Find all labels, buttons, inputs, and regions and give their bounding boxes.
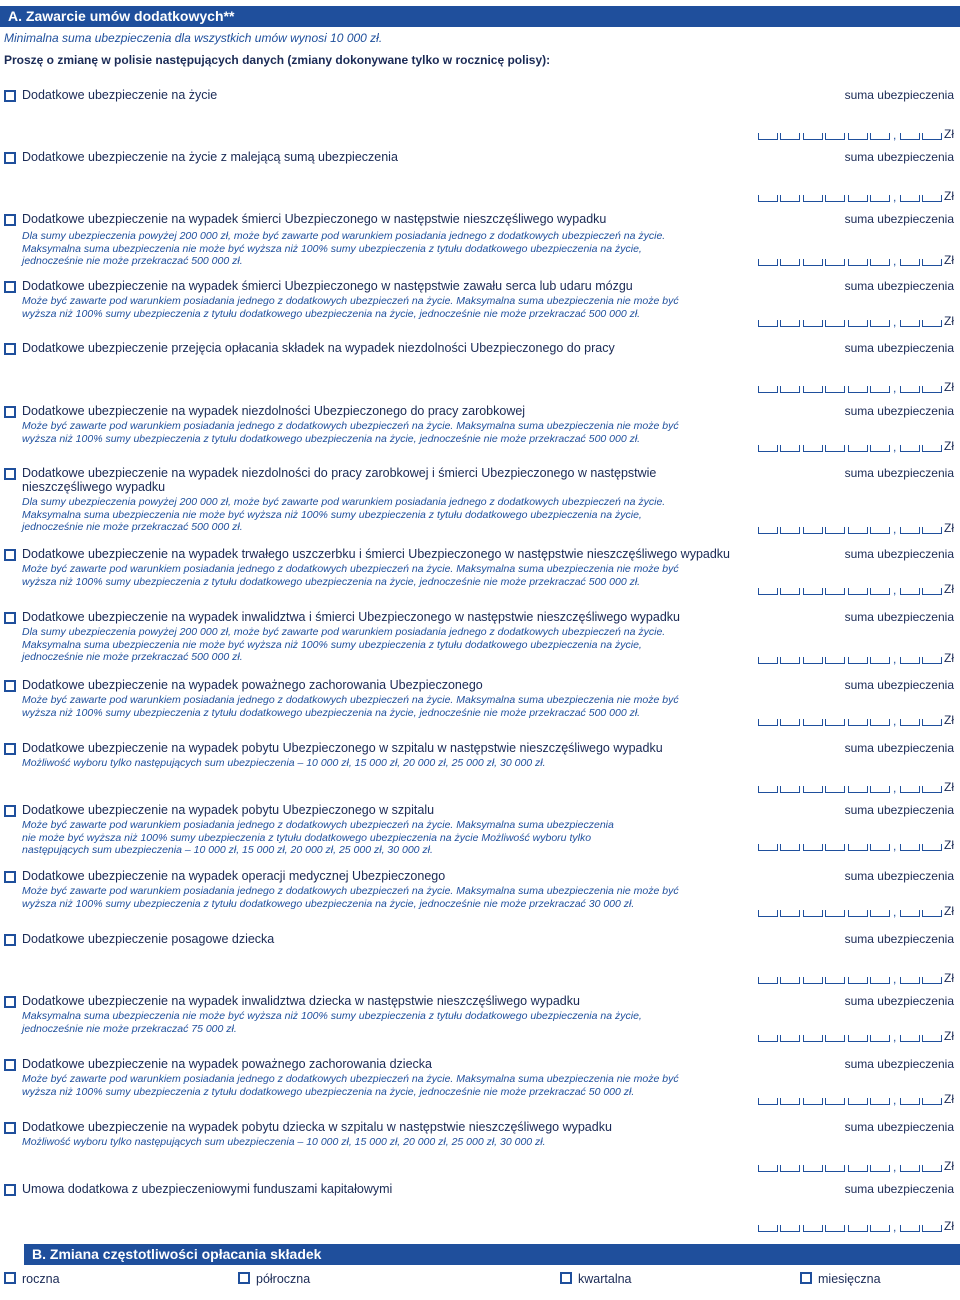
digit-box[interactable] (803, 786, 823, 793)
digit-box[interactable] (758, 133, 778, 140)
digit-box[interactable] (900, 259, 920, 266)
digit-box[interactable] (825, 1098, 845, 1105)
contract-checkbox[interactable] (4, 281, 16, 293)
digit-box[interactable] (900, 133, 920, 140)
sum-amount-field[interactable] (758, 252, 958, 266)
digit-box[interactable] (780, 1225, 800, 1232)
contract-title: Dodatkowe ubezpieczenie na wypadek niezdolności do pracy zarobkowej i śmierci Ubezpieczonego w następstwie nieszczęśliwego wypadku (22, 466, 657, 494)
digit-box[interactable] (870, 719, 890, 726)
digit-box[interactable] (900, 1225, 920, 1232)
decimal-comma: , (893, 381, 897, 395)
currency-label: Zł (944, 439, 954, 453)
digit-box[interactable] (825, 657, 845, 664)
contract-note: Może być zawarte pod warunkiem posiadania jednego z dodatkowych ubezpieczeń na życie. Maksymalna suma ubezpieczenia nie może być wyższa niż 100% sumy ubezpieczenia z tytułu dodatkowego ubezpieczenia na życie, jednocześnie nie może przekraczać 50 000 zł. (22, 1073, 679, 1098)
currency-label: Zł (944, 314, 954, 328)
digit-box[interactable] (922, 719, 942, 726)
contract-title: Dodatkowe ubezpieczenie na wypadek poważnego zachorowania Ubezpieczonego (22, 678, 483, 692)
contract-checkbox[interactable] (4, 343, 16, 355)
digit-box[interactable] (848, 786, 868, 793)
digit-box[interactable] (900, 386, 920, 393)
digit-box[interactable] (922, 320, 942, 327)
digit-box[interactable] (780, 133, 800, 140)
contract-note: Możliwość wyboru tylko następujących sum ubezpieczenia – 10 000 zł, 15 000 zł, 20 000 zł, 25 000 zł, 30 000 zł. (22, 1136, 546, 1148)
digit-box[interactable] (870, 1225, 890, 1232)
digit-box[interactable] (870, 133, 890, 140)
digit-box[interactable] (825, 259, 845, 266)
digit-box[interactable] (900, 786, 920, 793)
digit-box[interactable] (870, 1035, 890, 1042)
sum-amount-field[interactable] (758, 379, 958, 393)
digit-box[interactable] (758, 977, 778, 984)
digit-box[interactable] (870, 1165, 890, 1172)
decimal-comma: , (893, 972, 897, 986)
digit-box[interactable] (780, 445, 800, 452)
digit-box[interactable] (803, 1165, 823, 1172)
digit-box[interactable] (900, 657, 920, 664)
digit-box[interactable] (922, 977, 942, 984)
frequency-label: kwartalna (578, 1272, 632, 1286)
digit-box[interactable] (900, 588, 920, 595)
digit-box[interactable] (803, 195, 823, 202)
digit-box[interactable] (780, 977, 800, 984)
contract-note: Może być zawarte pod warunkiem posiadania jednego z dodatkowych ubezpieczeń na życie. Maksymalna suma ubezpieczenia nie może być wyższa niż 100% sumy ubezpieczenia z tytułu dodatkowego ubezpieczenia na życie, jednocześnie nie może przekraczać 500 000 zł. (22, 420, 679, 445)
digit-box[interactable] (825, 133, 845, 140)
currency-label: Zł (944, 971, 954, 985)
digit-box[interactable] (825, 527, 845, 534)
decimal-comma: , (893, 781, 897, 795)
sum-insured-label: suma ubezpieczenia (844, 994, 954, 1008)
digit-box[interactable] (803, 445, 823, 452)
sum-amount-field[interactable] (758, 1158, 958, 1172)
currency-label: Zł (944, 713, 954, 727)
contract-note: Maksymalna suma ubezpieczenia nie może być wyższa niż 100% sumy ubezpieczenia z tytułu dodatkowego ubezpieczenia na życie, jednocześnie nie może przekraczać 75 000 zł. (22, 1010, 642, 1035)
digit-box[interactable] (803, 719, 823, 726)
digit-box[interactable] (870, 588, 890, 595)
digit-box[interactable] (922, 133, 942, 140)
digit-box[interactable] (922, 657, 942, 664)
frequency-label: półroczna (256, 1272, 311, 1286)
decimal-comma: , (893, 315, 897, 329)
digit-box[interactable] (870, 386, 890, 393)
contract-title: Dodatkowe ubezpieczenie na wypadek trwałego uszczerbku i śmierci Ubezpieczonego w następstwie nieszczęśliwego wypadku (22, 547, 731, 561)
frequency-checkbox[interactable] (238, 1272, 250, 1284)
digit-box[interactable] (848, 588, 868, 595)
sum-amount-field[interactable] (758, 712, 958, 726)
digit-box[interactable] (758, 1165, 778, 1172)
digit-box[interactable] (922, 786, 942, 793)
frequency-label: roczna (22, 1272, 60, 1286)
frequency-checkbox[interactable] (560, 1272, 572, 1284)
contract-title: Dodatkowe ubezpieczenie na wypadek śmierci Ubezpieczonego w następstwie nieszczęśliwego wypadku (22, 212, 607, 226)
digit-box[interactable] (848, 320, 868, 327)
sum-amount-field[interactable] (758, 837, 958, 851)
digit-box[interactable] (922, 386, 942, 393)
digit-box[interactable] (803, 1098, 823, 1105)
contract-title: Dodatkowe ubezpieczenie na życie (22, 88, 218, 102)
digit-box[interactable] (922, 527, 942, 534)
digit-box[interactable] (922, 1035, 942, 1042)
digit-box[interactable] (922, 195, 942, 202)
digit-box[interactable] (900, 977, 920, 984)
digit-box[interactable] (848, 445, 868, 452)
digit-box[interactable] (848, 259, 868, 266)
sum-amount-field[interactable] (758, 1218, 958, 1232)
minimum-sum-note: Minimalna suma ubezpieczenia dla wszystkich umów wynosi 10 000 zł. (4, 31, 383, 45)
sum-insured-label: suma ubezpieczenia (844, 932, 954, 946)
contract-checkbox[interactable] (4, 152, 16, 164)
sum-insured-label: suma ubezpieczenia (844, 212, 954, 226)
contract-title: Dodatkowe ubezpieczenie posagowe dziecka (22, 932, 275, 946)
contract-title: Dodatkowe ubezpieczenie przejęcia opłacania składek na wypadek niezdolności Ubezpieczonego do pracy (22, 341, 615, 355)
digit-box[interactable] (870, 786, 890, 793)
sum-amount-field[interactable] (758, 779, 958, 793)
digit-box[interactable] (848, 844, 868, 851)
sum-amount-field[interactable] (758, 1028, 958, 1042)
digit-box[interactable] (803, 1035, 823, 1042)
digit-box[interactable] (848, 1225, 868, 1232)
digit-box[interactable] (780, 719, 800, 726)
digit-box[interactable] (825, 786, 845, 793)
contract-title: Dodatkowe ubezpieczenie na wypadek pobytu dziecka w szpitalu w następstwie nieszczęśliwego wypadku (22, 1120, 612, 1134)
sum-insured-label: suma ubezpieczenia (844, 610, 954, 624)
sum-insured-label: suma ubezpieczenia (844, 404, 954, 418)
decimal-comma: , (893, 839, 897, 853)
digit-box[interactable] (803, 844, 823, 851)
frequency-checkbox[interactable] (4, 1272, 16, 1284)
contract-note: Dla sumy ubezpieczenia powyżej 200 000 zł, może być zawarte pod warunkiem posiadania jednego z dodatkowych ubezpieczeń na życie. Maksymalna suma ubezpieczenia nie może być wyższa niż 100% sumy ubezpieczenia z tytułu dodatkowego ubezpieczenia na życie, jednocześnie nie może przekraczać 500 000 zł. (22, 230, 666, 267)
digit-box[interactable] (758, 386, 778, 393)
contract-checkbox[interactable] (4, 406, 16, 418)
sum-amount-field[interactable] (758, 438, 958, 452)
digit-box[interactable] (758, 1225, 778, 1232)
contract-note: Możliwość wyboru tylko następujących sum ubezpieczenia – 10 000 zł, 15 000 zł, 20 000 zł, 25 000 zł, 30 000 zł. (22, 757, 546, 769)
digit-box[interactable] (758, 657, 778, 664)
digit-box[interactable] (780, 1035, 800, 1042)
digit-box[interactable] (922, 910, 942, 917)
section-b-header: B. Zmiana częstotliwości opłacania składek (24, 1244, 960, 1265)
digit-box[interactable] (825, 588, 845, 595)
currency-label: Zł (944, 189, 954, 203)
sum-insured-label: suma ubezpieczenia (844, 279, 954, 293)
digit-box[interactable] (825, 719, 845, 726)
digit-box[interactable] (780, 588, 800, 595)
decimal-comma: , (893, 905, 897, 919)
digit-box[interactable] (900, 719, 920, 726)
decimal-comma: , (893, 128, 897, 142)
digit-box[interactable] (870, 657, 890, 664)
digit-box[interactable] (758, 1035, 778, 1042)
contract-checkbox[interactable] (4, 743, 16, 755)
digit-box[interactable] (848, 386, 868, 393)
digit-box[interactable] (848, 133, 868, 140)
currency-label: Zł (944, 253, 954, 267)
sum-amount-field[interactable] (758, 1091, 958, 1105)
contract-checkbox[interactable] (4, 1122, 16, 1134)
digit-box[interactable] (900, 1165, 920, 1172)
digit-box[interactable] (758, 588, 778, 595)
digit-box[interactable] (780, 1098, 800, 1105)
currency-label: Zł (944, 127, 954, 141)
digit-box[interactable] (870, 844, 890, 851)
digit-box[interactable] (780, 657, 800, 664)
decimal-comma: , (893, 1030, 897, 1044)
contract-title: Dodatkowe ubezpieczenie na wypadek poważnego zachorowania dziecka (22, 1057, 432, 1071)
digit-box[interactable] (870, 445, 890, 452)
digit-box[interactable] (780, 1165, 800, 1172)
contract-note: Może być zawarte pod warunkiem posiadania jednego z dodatkowych ubezpieczeń na życie. Maksymalna suma ubezpieczenia nie może być wyższa niż 100% sumy ubezpieczenia z tytułu dodatkowego ubezpieczenia na życie, jednocześnie nie może przekraczać 500 000 zł. (22, 295, 679, 320)
decimal-comma: , (893, 190, 897, 204)
contract-note: Dla sumy ubezpieczenia powyżej 200 000 zł, może być zawarte pod warunkiem posiadania jednego z dodatkowych ubezpieczeń na życie. Maksymalna suma ubezpieczenia nie może być wyższa niż 100% sumy ubezpieczenia z tytułu dodatkowego ubezpieczenia na życie, jednocześnie nie może przekraczać 500 000 zł. (22, 626, 666, 663)
sum-insured-label: suma ubezpieczenia (844, 88, 954, 102)
digit-box[interactable] (758, 719, 778, 726)
contract-title: Dodatkowe ubezpieczenie na życie z malejącą sumą ubezpieczenia (22, 150, 398, 164)
decimal-comma: , (893, 1220, 897, 1234)
frequency-label: miesięczna (818, 1272, 881, 1286)
contract-checkbox[interactable] (4, 468, 16, 480)
decimal-comma: , (893, 714, 897, 728)
contract-checkbox[interactable] (4, 90, 16, 102)
digit-box[interactable] (848, 977, 868, 984)
decimal-comma: , (893, 583, 897, 597)
section-a-header: A. Zawarcie umów dodatkowych** (0, 6, 960, 27)
digit-box[interactable] (780, 844, 800, 851)
sum-amount-field[interactable] (758, 313, 958, 327)
digit-box[interactable] (922, 445, 942, 452)
digit-box[interactable] (870, 527, 890, 534)
digit-box[interactable] (780, 259, 800, 266)
contract-note: Może być zawarte pod warunkiem posiadania jednego z dodatkowych ubezpieczeń na życie. Maksymalna suma ubezpieczenia nie może być wyższa niż 100% sumy ubezpieczenia z tytułu dodatkowego ubezpieczenia na życie, jednocześnie nie może przekraczać 500 000 zł. (22, 694, 679, 719)
sum-amount-field[interactable] (758, 903, 958, 917)
contract-title: Dodatkowe ubezpieczenie na wypadek niezdolności Ubezpieczonego do pracy zarobkowej (22, 404, 526, 418)
currency-label: Zł (944, 651, 954, 665)
digit-box[interactable] (758, 259, 778, 266)
sum-insured-label: suma ubezpieczenia (844, 1057, 954, 1071)
sum-insured-label: suma ubezpieczenia (844, 869, 954, 883)
digit-box[interactable] (922, 1098, 942, 1105)
sum-insured-label: suma ubezpieczenia (844, 1120, 954, 1134)
digit-box[interactable] (848, 1098, 868, 1105)
digit-box[interactable] (780, 320, 800, 327)
digit-box[interactable] (758, 320, 778, 327)
sum-insured-label: suma ubezpieczenia (844, 741, 954, 755)
digit-box[interactable] (900, 910, 920, 917)
digit-box[interactable] (758, 195, 778, 202)
sum-insured-label: suma ubezpieczenia (844, 466, 954, 480)
decimal-comma: , (893, 652, 897, 666)
sum-amount-field[interactable] (758, 581, 958, 595)
digit-box[interactable] (922, 259, 942, 266)
digit-box[interactable] (780, 786, 800, 793)
sum-amount-field[interactable] (758, 650, 958, 664)
digit-box[interactable] (758, 1098, 778, 1105)
contract-title: Dodatkowe ubezpieczenie na wypadek pobytu Ubezpieczonego w szpitalu w następstwie nieszczęśliwego wypadku (22, 741, 663, 755)
digit-box[interactable] (780, 195, 800, 202)
contract-note: Dla sumy ubezpieczenia powyżej 200 000 zł, może być zawarte pod warunkiem posiadania jednego z dodatkowych ubezpieczeń na życie. Maksymalna suma ubezpieczenia nie może być wyższa niż 100% sumy ubezpieczenia z tytułu dodatkowego ubezpieczenia na życie, jednocześnie nie może przekraczać 500 000 zł. (22, 496, 666, 533)
contract-checkbox[interactable] (4, 1184, 16, 1196)
currency-label: Zł (944, 1092, 954, 1106)
frequency-checkbox[interactable] (800, 1272, 812, 1284)
digit-box[interactable] (825, 844, 845, 851)
digit-box[interactable] (803, 1225, 823, 1232)
digit-box[interactable] (803, 259, 823, 266)
sum-amount-field[interactable] (758, 970, 958, 984)
digit-box[interactable] (870, 1098, 890, 1105)
digit-box[interactable] (825, 1035, 845, 1042)
contract-checkbox[interactable] (4, 805, 16, 817)
sum-amount-field[interactable] (758, 188, 958, 202)
digit-box[interactable] (870, 910, 890, 917)
digit-box[interactable] (803, 386, 823, 393)
digit-box[interactable] (825, 445, 845, 452)
contract-title: Dodatkowe ubezpieczenie na wypadek inwalidztwa i śmierci Ubezpieczonego w następstwie nieszczęśliwego wypadku (22, 610, 680, 624)
contract-title: Dodatkowe ubezpieczenie na wypadek śmierci Ubezpieczonego w następstwie zawału serca lub udaru mózgu (22, 279, 633, 293)
sum-insured-label: suma ubezpieczenia (844, 547, 954, 561)
digit-box[interactable] (870, 259, 890, 266)
contract-note: Może być zawarte pod warunkiem posiadania jednego z dodatkowych ubezpieczeń na życie. Maksymalna suma ubezpieczenia nie może być wyższa niż 100% sumy ubezpieczenia z tytułu dodatkowego ubezpieczenia na życie, jednocześnie nie może przekraczać 30 000 zł. (22, 885, 679, 910)
digit-box[interactable] (803, 527, 823, 534)
contract-title: Umowa dodatkowa z ubezpieczeniowymi funduszami kapitałowymi (22, 1182, 393, 1196)
digit-box[interactable] (825, 977, 845, 984)
digit-box[interactable] (825, 1225, 845, 1232)
digit-box[interactable] (900, 1035, 920, 1042)
digit-box[interactable] (870, 195, 890, 202)
decimal-comma: , (893, 1160, 897, 1174)
digit-box[interactable] (803, 320, 823, 327)
digit-box[interactable] (848, 1165, 868, 1172)
digit-box[interactable] (900, 844, 920, 851)
digit-box[interactable] (803, 657, 823, 664)
digit-box[interactable] (803, 977, 823, 984)
decimal-comma: , (893, 440, 897, 454)
change-request-heading: Proszę o zmianę w polisie następujących danych (zmiany dokonywane tylko w rocznicę polisy): (4, 53, 551, 67)
sum-insured-label: suma ubezpieczenia (844, 341, 954, 355)
currency-label: Zł (944, 904, 954, 918)
digit-box[interactable] (758, 844, 778, 851)
currency-label: Zł (944, 521, 954, 535)
digit-box[interactable] (848, 527, 868, 534)
contract-note: Może być zawarte pod warunkiem posiadania jednego z dodatkowych ubezpieczeń na życie. Maksymalna suma ubezpieczenia nie może być wyższa niż 100% sumy ubezpieczenia z tytułu dodatkowego ubezpieczenia na życie, jednocześnie nie może przekraczać 500 000 zł. (22, 563, 679, 588)
digit-box[interactable] (900, 195, 920, 202)
digit-box[interactable] (758, 786, 778, 793)
digit-box[interactable] (922, 1225, 942, 1232)
contract-note: Może być zawarte pod warunkiem posiadania jednego z dodatkowych ubezpieczeń na życie. Maksymalna suma ubezpieczenia nie może być wyższa niż 100% sumy ubezpieczenia z tytułu dodatkowego ubezpieczenia na życie Możliwość wyboru tylko następujących sum ubezpieczenia – 10 000 zł, 15 000 zł, 20 000 zł, 25 000 zł, 30 000 zł. (22, 819, 614, 856)
sum-amount-field[interactable] (758, 126, 958, 140)
digit-box[interactable] (780, 527, 800, 534)
digit-box[interactable] (780, 386, 800, 393)
digit-box[interactable] (848, 719, 868, 726)
contract-checkbox[interactable] (4, 934, 16, 946)
digit-box[interactable] (922, 1165, 942, 1172)
digit-box[interactable] (900, 527, 920, 534)
currency-label: Zł (944, 1159, 954, 1173)
decimal-comma: , (893, 522, 897, 536)
decimal-comma: , (893, 254, 897, 268)
contract-checkbox[interactable] (4, 612, 16, 624)
contract-checkbox[interactable] (4, 1059, 16, 1071)
digit-box[interactable] (825, 320, 845, 327)
currency-label: Zł (944, 838, 954, 852)
digit-box[interactable] (780, 910, 800, 917)
sum-amount-field[interactable] (758, 520, 958, 534)
digit-box[interactable] (825, 386, 845, 393)
digit-box[interactable] (803, 910, 823, 917)
contract-title: Dodatkowe ubezpieczenie na wypadek inwalidztwa dziecka w następstwie nieszczęśliwego wypadku (22, 994, 580, 1008)
sum-insured-label: suma ubezpieczenia (844, 150, 954, 164)
currency-label: Zł (944, 1219, 954, 1233)
digit-box[interactable] (870, 977, 890, 984)
digit-box[interactable] (825, 195, 845, 202)
currency-label: Zł (944, 582, 954, 596)
sum-insured-label: suma ubezpieczenia (844, 1182, 954, 1196)
decimal-comma: , (893, 1093, 897, 1107)
digit-box[interactable] (848, 910, 868, 917)
digit-box[interactable] (803, 588, 823, 595)
digit-box[interactable] (758, 527, 778, 534)
contract-title: Dodatkowe ubezpieczenie na wypadek pobytu Ubezpieczonego w szpitalu (22, 803, 435, 817)
contract-checkbox[interactable] (4, 996, 16, 1008)
digit-box[interactable] (900, 445, 920, 452)
digit-box[interactable] (922, 844, 942, 851)
digit-box[interactable] (758, 445, 778, 452)
digit-box[interactable] (825, 1165, 845, 1172)
currency-label: Zł (944, 1029, 954, 1043)
currency-label: Zł (944, 780, 954, 794)
contract-checkbox[interactable] (4, 549, 16, 561)
digit-box[interactable] (848, 657, 868, 664)
contract-title: Dodatkowe ubezpieczenie na wypadek operacji medycznej Ubezpieczonego (22, 869, 446, 883)
contract-checkbox[interactable] (4, 680, 16, 692)
digit-box[interactable] (848, 195, 868, 202)
digit-box[interactable] (922, 588, 942, 595)
digit-box[interactable] (825, 910, 845, 917)
currency-label: Zł (944, 380, 954, 394)
digit-box[interactable] (848, 1035, 868, 1042)
sum-insured-label: suma ubezpieczenia (844, 678, 954, 692)
contract-checkbox[interactable] (4, 214, 16, 226)
contract-checkbox[interactable] (4, 871, 16, 883)
digit-box[interactable] (900, 320, 920, 327)
digit-box[interactable] (870, 320, 890, 327)
digit-box[interactable] (758, 910, 778, 917)
sum-insured-label: suma ubezpieczenia (844, 803, 954, 817)
digit-box[interactable] (900, 1098, 920, 1105)
digit-box[interactable] (803, 133, 823, 140)
